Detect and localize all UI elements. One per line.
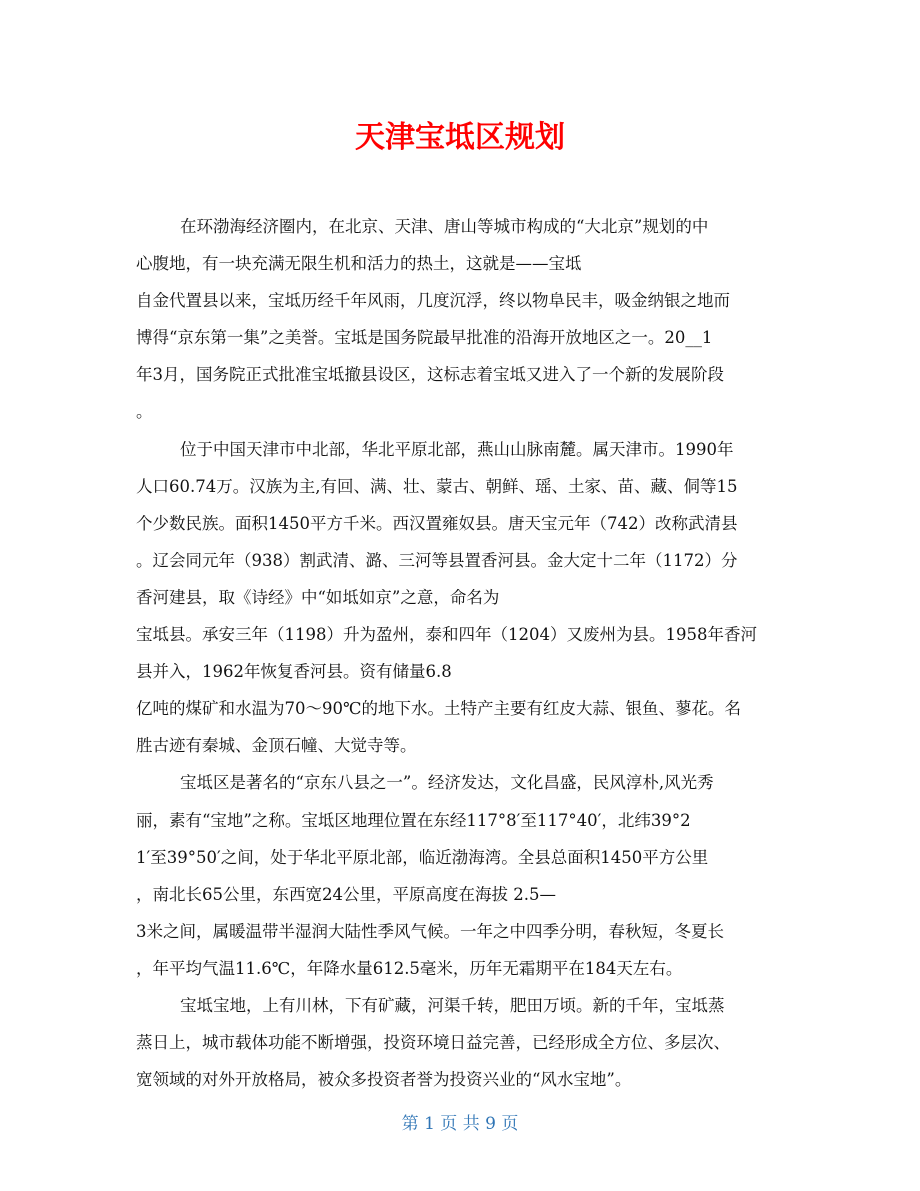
text-line: 香河建县，取《诗经》中“如坻如京”之意，命名为 — [136, 587, 500, 607]
text-line: 亿吨的煤矿和水温为70～90℃的地下水。土特产主要有红皮大蒜、银鱼、蓼花。名 — [136, 699, 741, 719]
text-line: 蒸日上，城市载体功能不断增强，投资环境日益完善，已经形成全方位、多层次、 — [136, 1033, 730, 1053]
page-title: 天津宝坻区规划 — [355, 120, 565, 155]
text-line: 自金代置县以来，宝坻历经千年风雨，几度沉浮，终以物阜民丰，吸金纳银之地而 — [136, 291, 730, 311]
text-line: 。 — [136, 402, 153, 422]
text-line: 3米之间，属暖温带半湿润大陆性季风气候。一年之中四季分明，春秋短，冬夏长 — [136, 921, 724, 941]
page-footer: 第 1 页 共 9 页 — [401, 1114, 519, 1134]
text-line: ，南北长65公里，东西宽24公里，平原高度在海拔 2.5— — [136, 884, 556, 904]
text-line: 宽领域的对外开放格局，被众多投资者誉为投资兴业的“风水宝地”。 — [136, 1070, 632, 1090]
text-line: 宝坻区是著名的“京东八县之一”。经济发达，文化昌盛，民风淳朴,风光秀 — [180, 773, 714, 793]
text-line: 位于中国天津市中北部，华北平原北部，燕山山脉南麓。属天津市。1990年 — [180, 439, 734, 459]
text-line: 宝坻宝地，上有川林，下有矿藏，河渠千转，肥田万顷。新的千年，宝坻蒸 — [180, 995, 725, 1015]
text-line: 宝坻县。承安三年（1198）升为盈州，泰和四年（1204）又废州为县。1958年香河 — [136, 625, 757, 645]
text-line: 个少数民族。面积1450平方千米。西汉置雍奴县。唐天宝元年（742）改称武清县 — [136, 513, 738, 533]
text-line: 博得“京东第一集”之美誉。宝坻是国务院最早批准的沿海开放地区之一。20__1 — [136, 328, 713, 348]
text-line: 1′至39°50′之间，处于华北平原北部，临近渤海湾。全县总面积1450平方公里 — [136, 847, 709, 867]
text-line: 在环渤海经济圈内，在北京、天津、唐山等城市构成的“大北京”规划的中 — [180, 217, 709, 236]
text-line: 县并入，1962年恢复香河县。资有储量6.8 — [136, 662, 452, 682]
text-line: ，年平均气温11.6℃，年降水量612.5毫米，历年无霜期平在184天左右。 — [136, 958, 683, 978]
text-line: 丽，素有“宝地”之称。宝坻区地理位置在东经117°8′至117°40′，北纬39°2 — [136, 810, 691, 830]
text-line: 年3月，国务院正式批准宝坻撤县设区，这标志着宝坻又进入了一个新的发展阶段 — [136, 365, 724, 385]
document-body — [136, 208, 786, 1098]
text-line: 人口60.74万。汉族为主,有回、满、壮、蒙古、朝鲜、瑶、土家、苗、藏、侗等15 — [136, 476, 738, 496]
text-line: 心腹地，有一块充满无限生机和活力的热土，这就是——宝坻 — [136, 254, 582, 274]
text-line: 。辽会同元年（938）割武清、潞、三河等县置香河县。金大定十二年（1172）分 — [136, 550, 738, 570]
text-line: 胜古迹有秦城、金顶石幢、大觉寺等。 — [136, 736, 417, 756]
